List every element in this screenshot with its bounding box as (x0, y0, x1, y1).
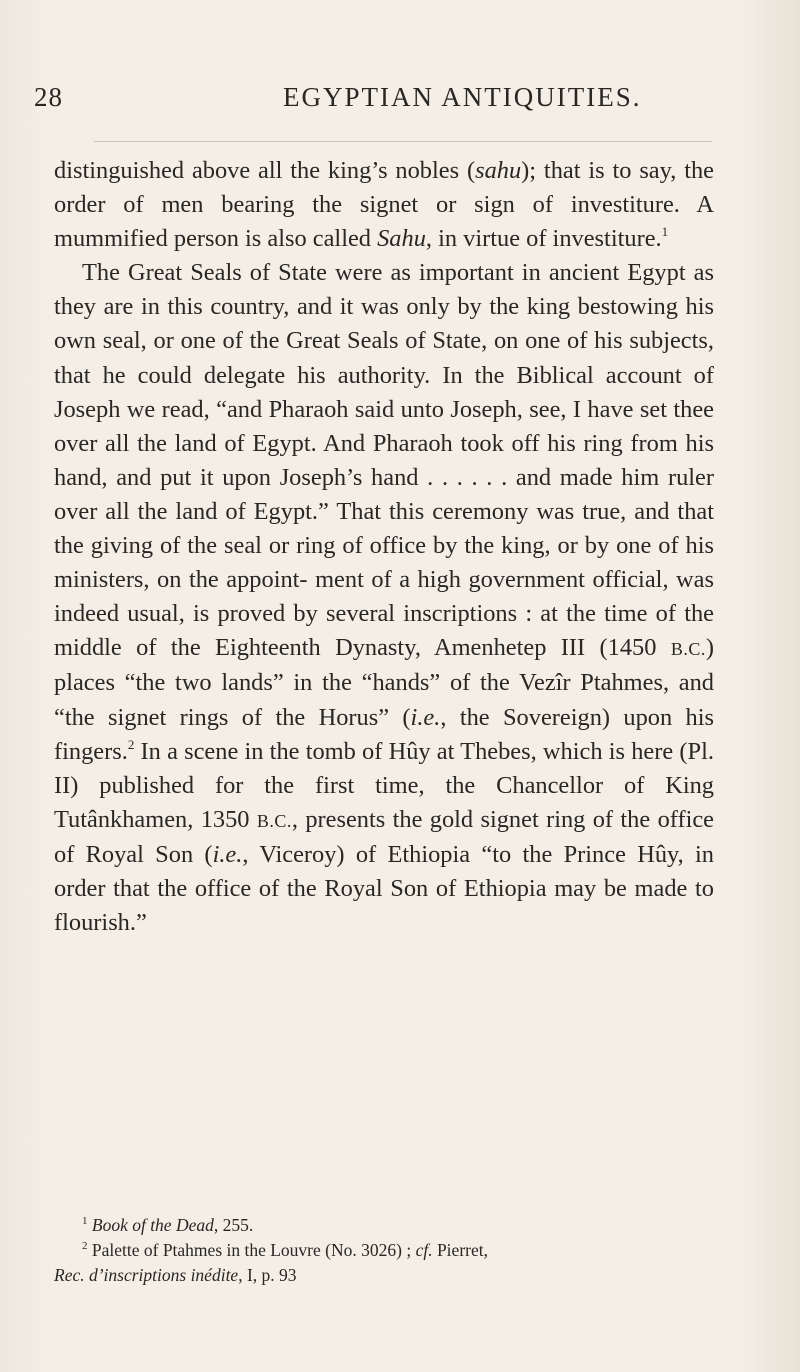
footnote-ref-1[interactable]: 1 (661, 224, 669, 240)
p2-text-f: , Viceroy) of Ethiopia “to the Prince Hûy, in order that the office of the Royal Son of Ethiopia may be made to flourish.” (54, 840, 714, 937)
running-head: EGYPTIAN ANTIQUITIES. (283, 82, 642, 112)
footnote-2-mark: 2 (82, 1240, 88, 1252)
footnotes (54, 1213, 714, 1288)
body-text (54, 154, 714, 940)
p2-text-e: , presents the gold signet ring of the office of Royal Son ( (54, 805, 714, 868)
p2-text-d: In a scene in the tomb of Hûy at Thebes, which is here (Pl. II) published for the first time, the Chancellor of King Tutânkhamen, 1350 (54, 737, 714, 833)
p1-text-a: distinguished above all the king’s nobles ( (54, 157, 476, 184)
footnote-1 (54, 1213, 714, 1238)
p2-bc-2: B.C. (256, 810, 292, 831)
footnote-2-text-3: , I, p. 93 (238, 1265, 297, 1285)
p2-bc-1: B.C. (670, 639, 706, 660)
p2-text-b: ) places “the two lands” in the “hands” of the Vezîr Ptahmes, and “the signet rings of the Horus” ( (54, 634, 714, 731)
p1-sahu: sahu (475, 157, 522, 184)
paragraph-1 (54, 154, 714, 256)
footnote-2-continued (54, 1263, 714, 1288)
p1-sahu-2: Sahu (377, 225, 426, 253)
p1-text-c: , in virtue of investiture. (425, 225, 662, 253)
p1-text-b: ); that is to say, the order of men bearing the signet or sign of investiture. A mummified person is also called (54, 157, 714, 253)
header-rule (94, 141, 712, 142)
footnote-1-mark: 1 (82, 1215, 88, 1227)
p2-ie-1: i.e. (410, 703, 441, 731)
paragraph-2 (54, 256, 714, 940)
p2-text-a: The Great Seals of State were as important in ancient Egypt as they are in this country, and it was only by the king bestowing his own seal, or one of the Great Seals of State, on one of his subjects, that he could delegate his authority. In the Biblical account of Joseph we read, “and Pharaoh said unto Joseph, see, I have set thee over all the land of Egypt. And Pharaoh took off his ring from his hand, and put it upon Joseph’s hand . . . . . . and made him ruler over all the land of Egypt.” That this ceremony was true, and that the giving of the seal or ring of office by the king, or by one of his ministers, on the appoint- ment of a high government official, was indeed usual, is proved by several inscriptions : at the time of the middle of the Eighteenth Dynasty, Amenhetep III (1450 (54, 259, 714, 662)
footnote-2-text-2: Pierret, (432, 1240, 488, 1260)
page-header (34, 82, 714, 122)
footnote-2-text: Palette of Ptahmes in the Louvre (No. 3026) ; (91, 1240, 416, 1260)
footnote-2-rec: Rec. d’inscriptions inédite (54, 1265, 239, 1285)
p2-text-c: , the Sovereign) upon his fingers. (54, 703, 714, 765)
footnote-1-rest: , 255. (213, 1215, 254, 1235)
footnote-2-cf: cf. (415, 1240, 433, 1260)
footnote-1-title: Book of the Dead (91, 1215, 214, 1235)
page-number: 28 (34, 82, 63, 112)
footnote-ref-2[interactable]: 2 (127, 736, 135, 752)
footnote-2 (54, 1238, 714, 1263)
p2-ie-2: i.e. (212, 840, 243, 868)
